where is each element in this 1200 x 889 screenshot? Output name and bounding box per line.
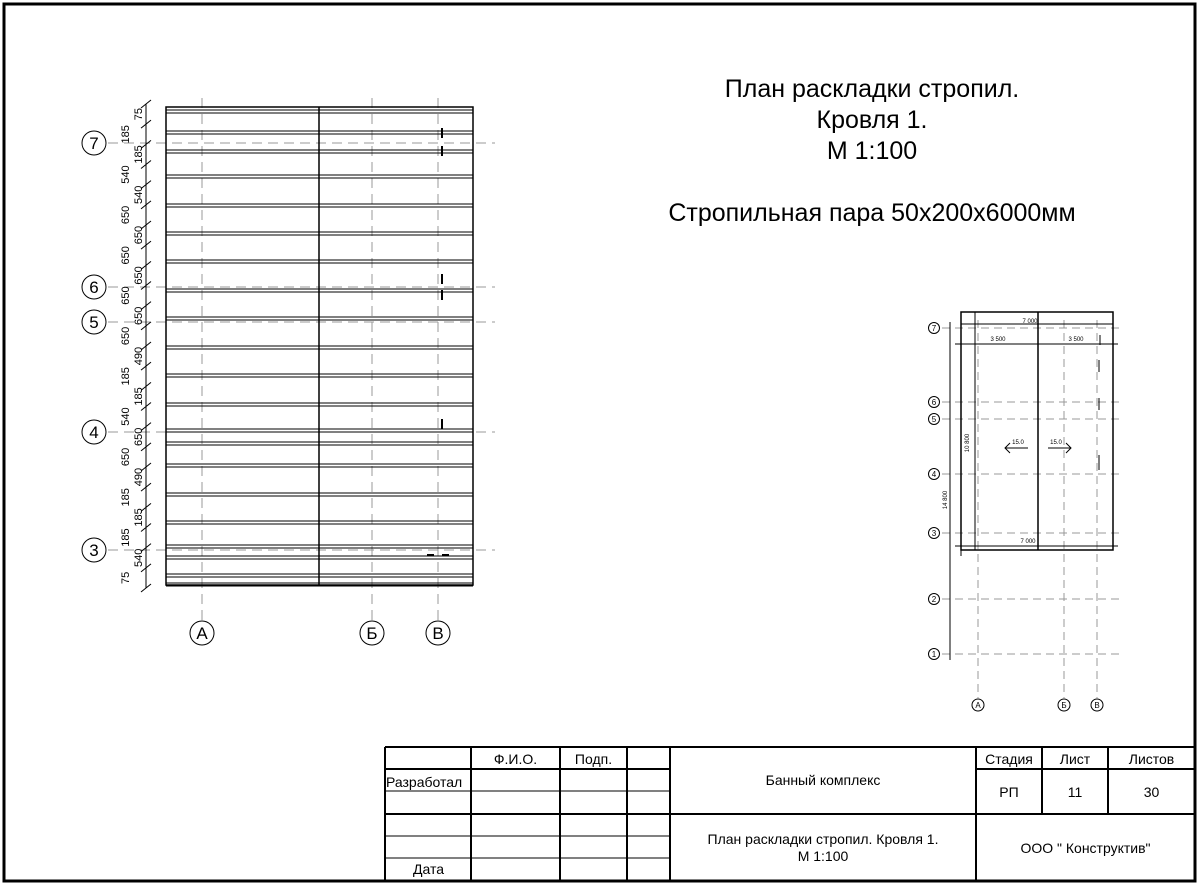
- svg-text:6: 6: [931, 398, 937, 407]
- stamp-sheet-value: 11: [1067, 784, 1083, 800]
- svg-text:2: 2: [931, 595, 937, 604]
- stamp-row-developer: Разработал: [386, 774, 463, 790]
- key-axis-bubble-6: [929, 397, 940, 408]
- title-line-2: Кровля 1.: [816, 106, 928, 134]
- svg-text:3: 3: [931, 529, 937, 538]
- dimension-label: 650: [120, 286, 132, 305]
- dimension-label: 650: [120, 205, 132, 225]
- stamp-header-fio: Ф.И.О.: [493, 751, 538, 767]
- axis-bubble-4: [82, 420, 106, 444]
- stamp-project-name: Банный комплекс: [765, 772, 881, 788]
- dimension-label: 185: [120, 367, 132, 386]
- axis-bubble-5: [82, 310, 106, 334]
- svg-text:4: 4: [931, 470, 937, 479]
- key-row-axis-lines: [942, 328, 1120, 654]
- key-dim-half-right: 3 500: [1068, 337, 1084, 343]
- key-row-axis-bubbles: [929, 323, 940, 660]
- svg-text:А: А: [975, 701, 981, 710]
- svg-text:5: 5: [931, 415, 937, 424]
- key-dim-top: 7 000: [1022, 319, 1038, 325]
- stamp-header-sheet: Лист: [1059, 751, 1091, 767]
- dimension-labels: [120, 108, 145, 584]
- main-row-axis-bubbles: [82, 131, 106, 562]
- stamp-sheets-value: 30: [1143, 784, 1160, 800]
- key-axis-bubble-b: [1058, 699, 1070, 711]
- svg-text:А: А: [196, 624, 208, 643]
- dimension-label: 185: [120, 528, 132, 547]
- svg-text:1: 1: [931, 650, 937, 659]
- dimension-label: 490: [133, 467, 145, 487]
- main-column-axis-lines: [202, 98, 438, 620]
- stamp-stage-value: РП: [999, 784, 1019, 800]
- dimension-label: 185: [133, 145, 145, 164]
- stamp-company: ООО " Конструктив": [1020, 840, 1151, 856]
- slope-label-right: 15.0: [1050, 440, 1062, 446]
- dimension-label: 650: [133, 306, 145, 325]
- key-dim-height-inner: 10 800: [965, 433, 971, 453]
- stamp-header-sheets: Листов: [1128, 751, 1175, 767]
- svg-text:Б: Б: [366, 624, 378, 643]
- slope-arrow-left: [1005, 440, 1028, 453]
- dimension-label: 650: [120, 246, 132, 265]
- svg-text:7: 7: [931, 324, 937, 333]
- svg-text:3: 3: [89, 541, 99, 560]
- dimension-label: 650: [133, 225, 145, 245]
- key-axis-bubble-1: [929, 649, 940, 660]
- dimension-label: 185: [133, 508, 145, 527]
- main-column-axis-bubbles: [190, 621, 450, 645]
- axis-bubble-6: [82, 275, 106, 299]
- key-dim-half-left: 3 500: [990, 337, 1006, 343]
- title-scale: М 1:100: [826, 137, 918, 165]
- svg-text:В: В: [432, 624, 444, 643]
- axis-bubble-a: [190, 621, 214, 645]
- dimension-label: 185: [120, 488, 132, 507]
- dimension-label: 540: [120, 407, 132, 426]
- key-axis-bubble-7: [929, 323, 940, 334]
- key-axis-bubble-2: [929, 594, 940, 605]
- dimension-label: 650: [120, 447, 132, 467]
- svg-text:В: В: [1094, 701, 1100, 710]
- axis-bubble-7: [82, 131, 106, 155]
- title-line-1: План раскладки стропил.: [724, 75, 1020, 103]
- slope-label-left: 15.0: [1012, 440, 1024, 446]
- stamp-header-podp: Подп.: [574, 751, 613, 767]
- dimension-label: 75: [120, 571, 132, 585]
- dimension-label: 185: [120, 125, 132, 144]
- dimension-label: 490: [133, 346, 145, 366]
- dimension-label: 650: [133, 427, 145, 446]
- key-axis-bubble-3: [929, 528, 940, 539]
- dimension-label: 540: [133, 185, 145, 204]
- slope-arrow-right: [1048, 440, 1071, 453]
- key-dim-height-outer: 14 800: [943, 490, 949, 510]
- key-axis-bubble-5: [929, 414, 940, 425]
- axis-bubble-3: [82, 538, 106, 562]
- main-plan: [82, 98, 495, 645]
- stamp-header-stage: Стадия: [985, 751, 1033, 767]
- svg-text:6: 6: [89, 278, 99, 297]
- svg-text:4: 4: [89, 423, 99, 442]
- axis-bubble-b: [360, 621, 384, 645]
- key-axis-bubble-a: [972, 699, 984, 711]
- rafter-spec: Стропильная пара 50х200х6000мм: [668, 199, 1076, 227]
- dimension-label: 185: [133, 387, 145, 406]
- key-axis-bubble-v: [1091, 699, 1103, 711]
- key-roof-outline: [961, 312, 1113, 550]
- svg-text:7: 7: [89, 134, 99, 153]
- key-dim-bottom: 7 000: [1020, 539, 1036, 545]
- key-axis-bubble-4: [929, 469, 940, 480]
- dimension-label: 650: [133, 266, 145, 285]
- svg-text:Б: Б: [1061, 701, 1067, 710]
- dimension-label: 540: [133, 548, 145, 567]
- dimension-label: 650: [120, 326, 132, 346]
- axis-bubble-v: [426, 621, 450, 645]
- stamp-sheet-title-line-2: М 1:100: [797, 848, 849, 864]
- key-plan: [929, 312, 1121, 711]
- key-column-axis-bubbles: [972, 699, 1103, 711]
- stamp-row-date: Дата: [412, 861, 444, 877]
- dimension-label: 75: [133, 107, 145, 121]
- svg-text:5: 5: [89, 313, 99, 332]
- stamp-sheet-title-line-1: План раскладки стропил. Кровля 1.: [707, 831, 939, 847]
- dimension-label: 540: [120, 165, 132, 184]
